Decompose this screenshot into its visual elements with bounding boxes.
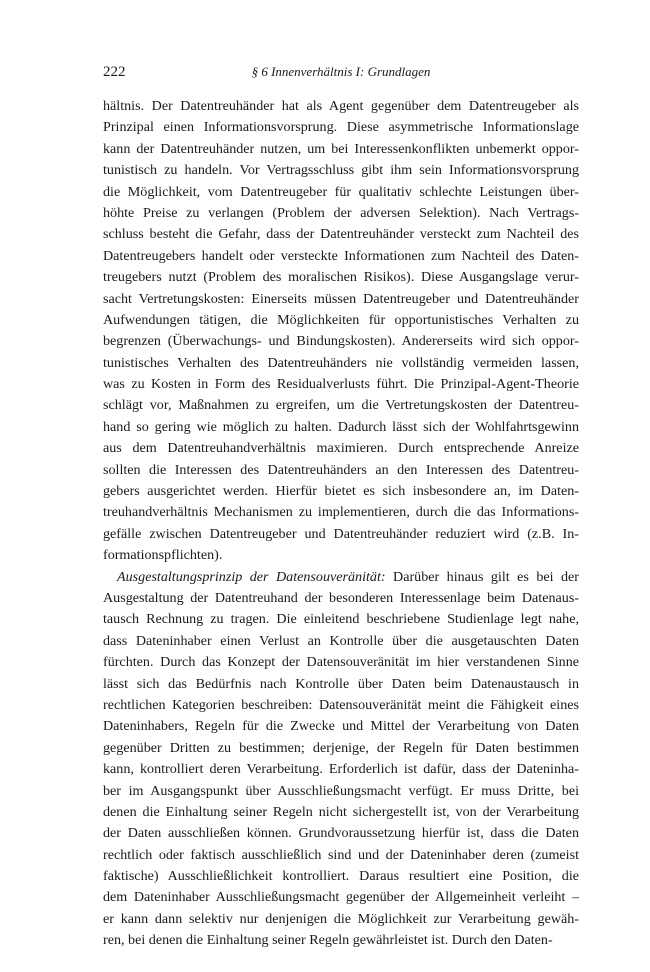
paragraph-1 <box>103 96 579 567</box>
paragraph-line: was zu Kosten in Form des Residualverlusts führt. Die Prinzipal-Agent-Theorie <box>103 376 579 393</box>
paragraph-line: tunistisches Verhalten des Datentreuhänders nie vollständig vermeiden lassen, <box>103 354 579 371</box>
paragraph-line: dass Dateninhaber einen Verlust an Kontrolle über die ausgetauschten Daten <box>103 632 579 649</box>
paragraph-line: Datentreugebers handelt oder versteckte Informationen zum Nachteil des Daten- <box>103 247 579 264</box>
paragraph-line: sollten die Interessen des Datentreuhänders an den Interessen des Datentreu- <box>103 461 579 478</box>
paragraph-line: hand so gering wie möglich zu halten. Dadurch lässt sich der Wohlfahrtsgewinn <box>103 418 579 435</box>
paragraph-line: formationspflichten). <box>103 547 223 564</box>
paragraph-line: gefälle zwischen Datentreugeber und Datentreuhänder reduziert wird (z.B. In- <box>103 525 579 542</box>
paragraph-line: fürchten. Durch das Konzept der Datensouveränität im hier verstandenen Sinne <box>103 654 579 671</box>
paragraph-lead-rest: Darüber hinaus gilt es bei der <box>385 568 579 585</box>
page-number: 222 <box>103 64 126 80</box>
paragraph-line: schlägt vor, Maßnahmen zu ergreifen, um die Vertretungskosten der Datentreu- <box>103 397 579 414</box>
paragraph-line: der Daten ausschließen können. Grundvoraussetzung hierfür ist, dass die Daten <box>103 825 579 842</box>
paragraph-line: kann der Datentreuhänder nutzen, um bei Interessenkonflikten unbemerkt oppor- <box>103 140 579 157</box>
paragraph-line: dem Dateninhaber Ausschließungsmacht gegenüber der Allgemeinheit verleiht – <box>103 889 579 906</box>
paragraph-line: aus dem Datentreuhandverhältnis maximieren. Durch entsprechende Anreize <box>103 440 579 457</box>
paragraph-line: rechtlichen Kategorien beschreiben: Datensouveränität meint die Fähigkeit eines <box>103 696 579 713</box>
paragraph-line: Ausgestaltung der Datentreuhand der besonderen Interessenlage beim Datenaus- <box>103 589 579 606</box>
paragraph-line: tausch Rechnung zu tragen. Die einleitend beschriebene Studienlage legt nahe, <box>103 611 579 628</box>
paragraph-line: treuhandverhältnis Mechanismen zu implementieren, durch die das Informations- <box>103 504 579 521</box>
paragraph-line: hältnis. Der Datentreuhänder hat als Agent gegenüber dem Datentreugeber als <box>103 98 579 114</box>
paragraph-line: Aufwendungen tätigen, die Möglichkeiten für opportunistisches Verhalten zu <box>103 311 579 328</box>
paragraph-line: gegenüber Dritten zu bestimmen; derjenige, der Regeln für Daten bestimmen <box>103 739 579 756</box>
paragraph-lead-heading: Ausgestaltungsprinzip der Datensouveränität: <box>117 568 386 585</box>
page-header <box>103 62 579 82</box>
paragraph-2 <box>103 567 579 952</box>
paragraph-line: er kann dann selektiv nur denjenigen die Möglichkeit zur Verarbeitung gewäh- <box>103 910 579 927</box>
paragraph-line: denen die Einhaltung seiner Regeln nicht sichergestellt ist, von der Verarbeitung <box>103 803 579 820</box>
paragraph-line: Prinzipal einen Informationsvorsprung. Diese asymmetrische Informationslage <box>103 119 579 136</box>
paragraph-line: Dateninhabers, Regeln für die Zwecke und Mittel der Verarbeitung von Daten <box>103 718 579 735</box>
paragraph-line: schluss besteht die Gefahr, dass der Datentreuhänder versteckt zum Nachteil des <box>103 226 579 243</box>
paragraph-line: treugebers nutzt (Problem des moralischen Risikos). Diese Ausgangslage verur- <box>103 269 579 286</box>
paragraph-line: begrenzen (Überwachungs- und Bindungskosten). Andererseits wird sich oppor- <box>103 333 579 350</box>
paragraph-line <box>103 567 579 588</box>
paragraph-line: ber im Ausgangspunkt über Ausschließungsmacht verfügt. Er muss Dritte, bei <box>103 782 579 799</box>
running-head: § 6 Innenverhältnis I: Grundlagen <box>251 64 431 79</box>
body-text <box>103 96 579 952</box>
paragraph-line: gebers ausgerichtet werden. Hierfür bietet es sich insbesondere an, im Daten- <box>103 483 579 500</box>
paragraph-line: die Möglichkeit, vom Datentreugeber für qualitativ schlechte Leistungen über- <box>103 183 579 200</box>
paragraph-line: lässt sich das Bedürfnis nach Kontrolle über Daten beim Datenaustausch in <box>103 675 579 692</box>
paragraph-line: tunistisch zu handeln. Vor Vertragsschluss gibt ihm sein Informationsvorsprung <box>103 162 579 179</box>
paragraph-line: faktische) Ausschließlichkeit kontrolliert. Daraus resultiert eine Position, die <box>103 868 579 885</box>
paragraph-line: sacht Vertretungskosten: Einerseits müssen Datentreugeber und Datentreuhänder <box>103 290 579 307</box>
paragraph-line: kann, kontrolliert deren Verarbeitung. Erforderlich ist dafür, dass der Dateninha- <box>103 761 579 778</box>
paragraph-line: rechtlich oder faktisch ausschließlich sind und der Dateninhaber deren (zumeist <box>103 846 579 863</box>
paragraph-line: ren, bei denen die Einhaltung seiner Regeln gewährleistet ist. Durch den Daten- <box>103 932 553 949</box>
paragraph-line: höhte Preise zu verlangen (Problem der adversen Selektion). Nach Vertrags- <box>103 204 579 221</box>
